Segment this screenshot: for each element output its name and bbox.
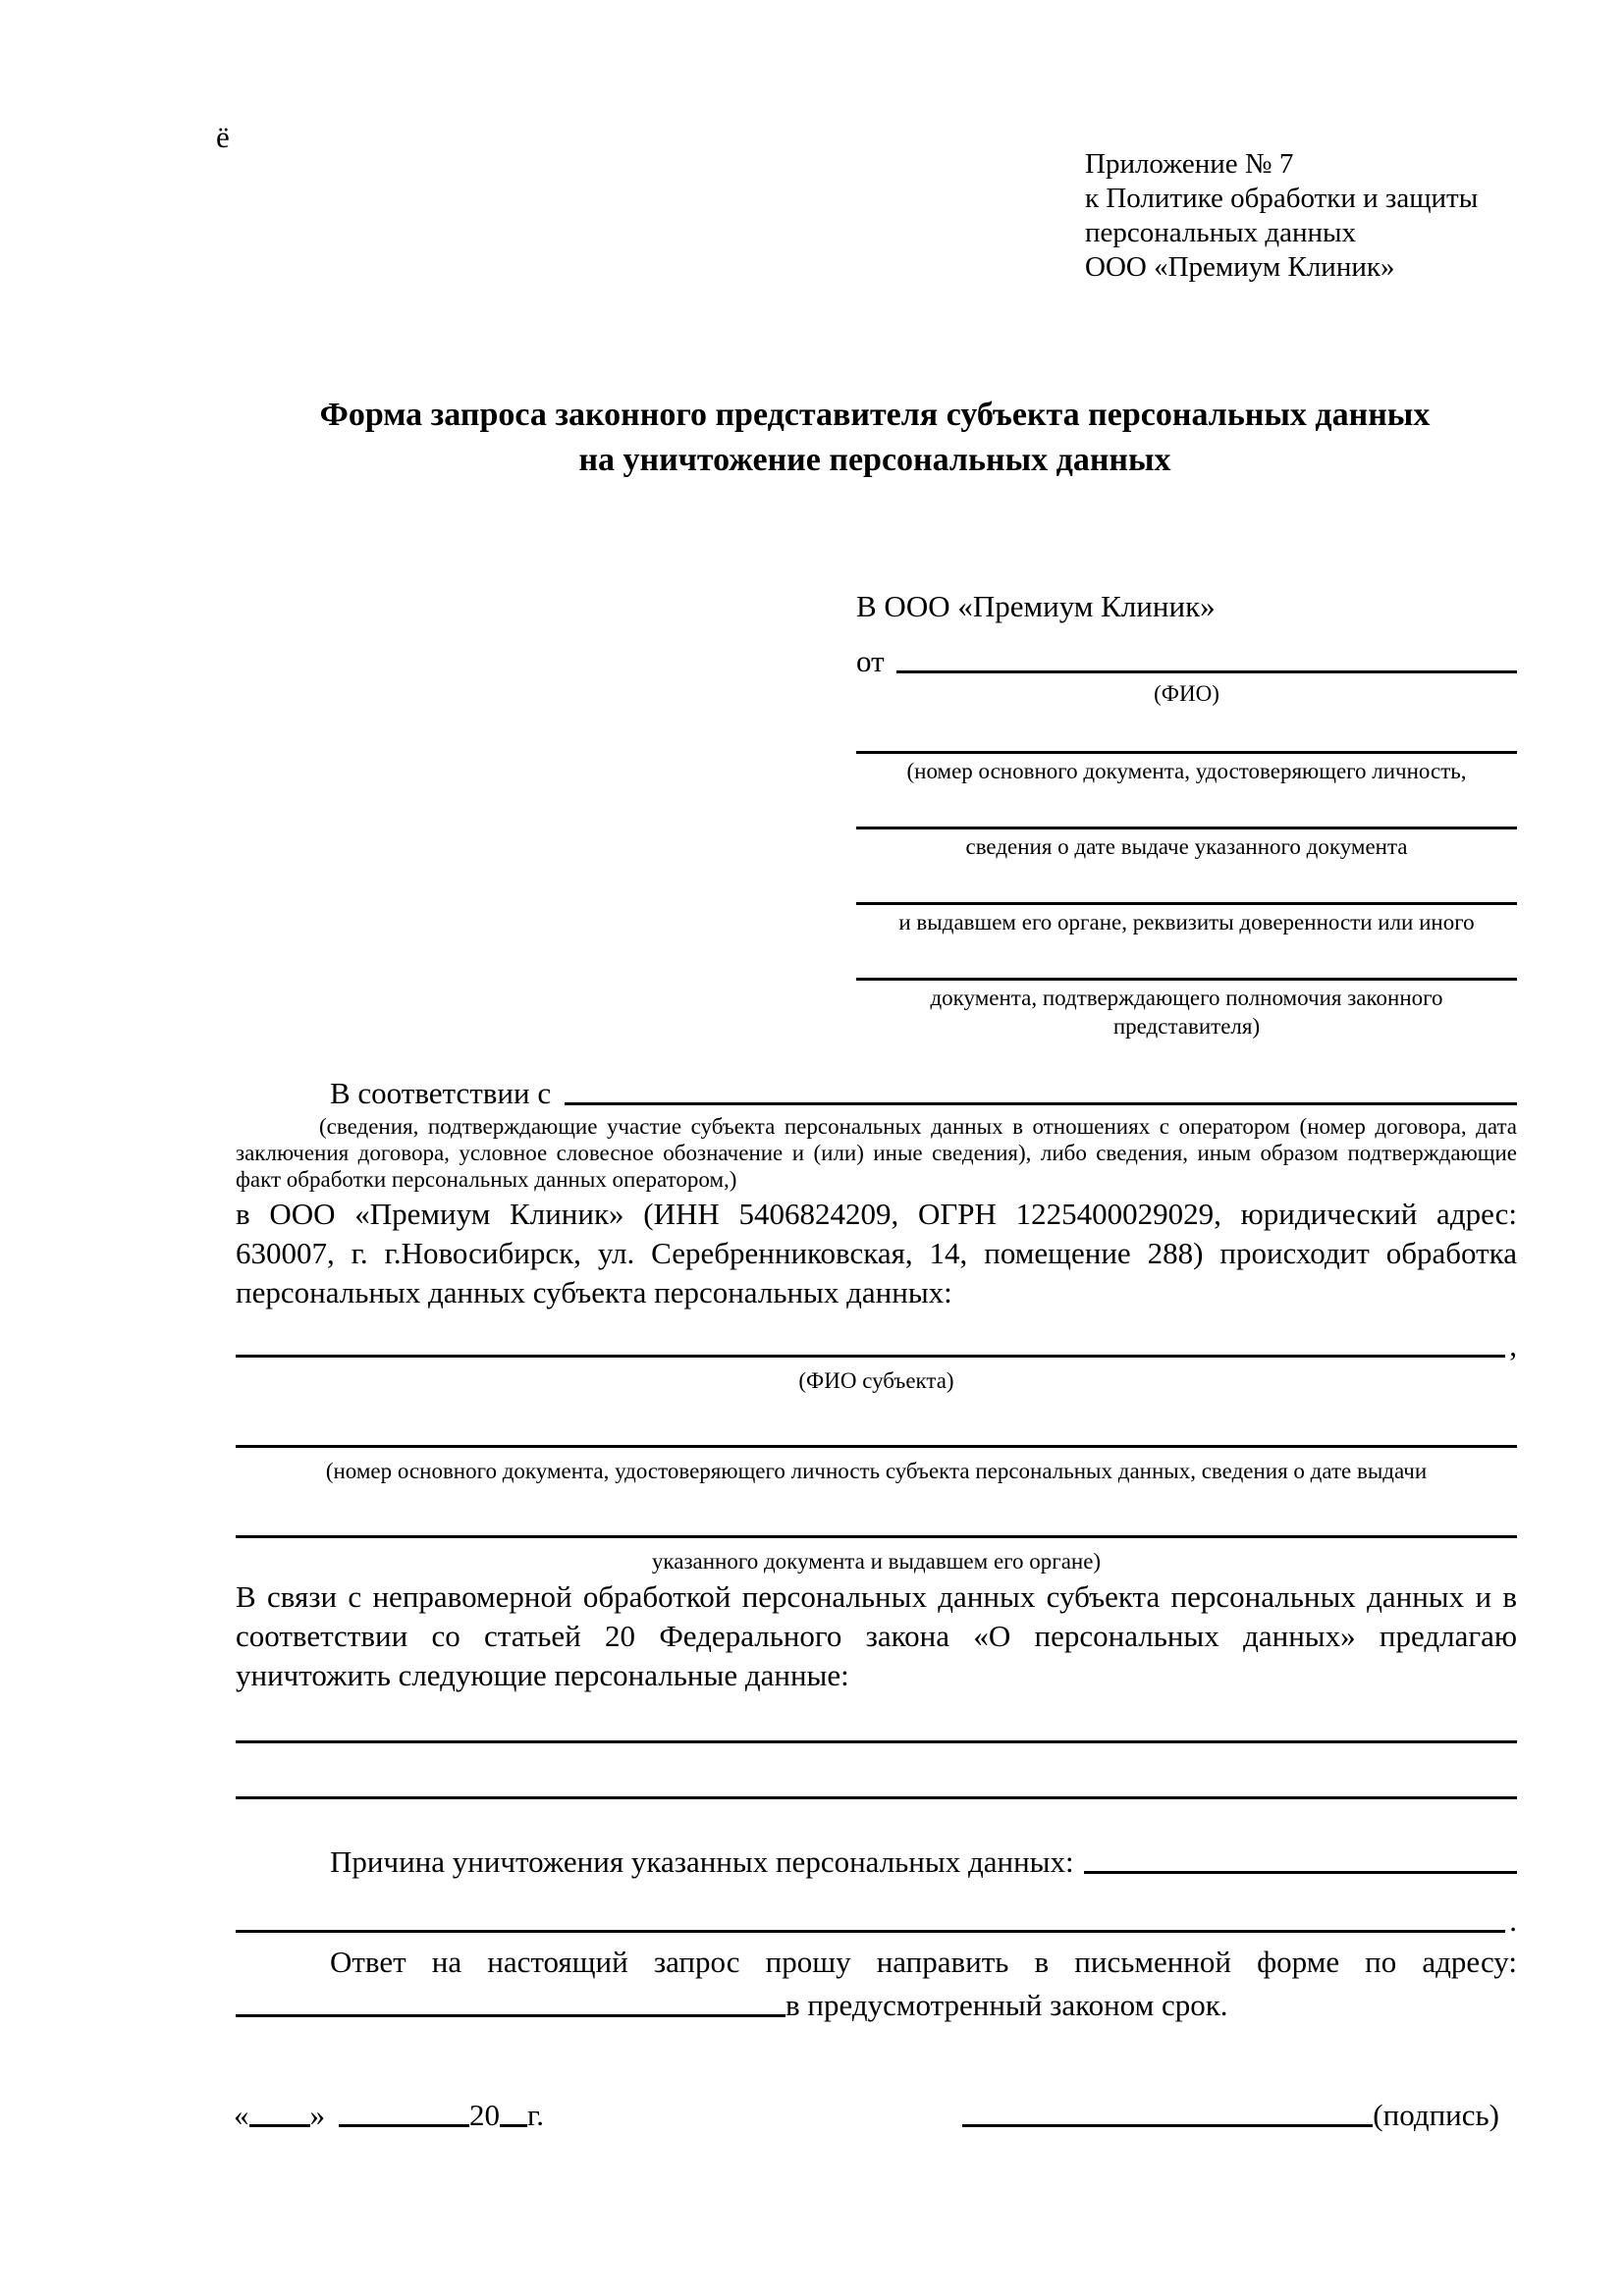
data-blank-line xyxy=(236,1740,1517,1743)
subject-fio-row xyxy=(236,1328,1517,1363)
blank-line xyxy=(856,978,1517,981)
addressee-org: В ООО «Премиум Клиник» xyxy=(856,589,1216,623)
from-row xyxy=(856,636,1517,679)
accordance-row xyxy=(236,1066,1517,1111)
reason-continuation-row xyxy=(236,1899,1517,1939)
subject-doc-blank-line-2 xyxy=(236,1535,1517,1538)
accordance-label: В соответствии с xyxy=(330,1076,552,1110)
reply-tail-row xyxy=(236,1982,1517,2023)
data-blank-line xyxy=(236,1796,1517,1799)
blank-line xyxy=(856,902,1517,905)
day-blank-line xyxy=(249,2124,310,2127)
blank-caption: и выдавшем его органе, реквизиты доверенности или иного xyxy=(898,910,1475,934)
month-blank-line xyxy=(339,2124,469,2127)
form-title-line1: Форма запроса законного представителя субъекта персональных данных xyxy=(319,397,1431,433)
header-line: Приложение № 7 xyxy=(1085,148,1294,180)
year-prefix: 20 xyxy=(469,2098,500,2132)
year-suffix: г. xyxy=(527,2098,544,2132)
appendix-header xyxy=(1085,0,1624,285)
form-title-line2: на уничтожение персональных данных xyxy=(578,442,1171,478)
form-title xyxy=(236,393,1514,483)
date-close-quote: » xyxy=(309,2098,325,2132)
header-line: ООО «Премиум Клиник» xyxy=(1085,251,1395,283)
date-open-quote: « xyxy=(234,2098,249,2132)
subject-doc-caption-2: указанного документа и выдавшем его органе) xyxy=(651,1549,1102,1574)
reason-label: Причина уничтожения указанных персональных данных: xyxy=(330,1844,1074,1879)
blank-caption: документа, подтверждающего полномочия законного представителя) xyxy=(930,986,1443,1039)
reason-blank-line xyxy=(1084,1871,1517,1874)
accordance-blank-line xyxy=(565,1102,1517,1105)
subject-fio-caption: (ФИО субъекта) xyxy=(798,1368,954,1393)
reply-tail-text: в предусмотренный законом срок. xyxy=(785,1988,1228,2022)
subject-doc-row xyxy=(236,1418,1517,1454)
reason-continuation-blank-line xyxy=(236,1930,1505,1933)
accordance-note: (сведения, подтверждающие участие субъекта персональных данных в отношениях с оператором (номер договора, дата заключения договора, условное словесное обозначение и (или) иные сведения), либо сведения, иным образом подтверждающие факт обработки персональных данных оператором,) xyxy=(236,1114,1517,1192)
main-body xyxy=(236,1066,1517,2023)
destroy-paragraph: В связи с неправомерной обработкой персональных данных субъекта персональных данных и в соответствии со статьей 20 Федерального закона «О персональных данных» предлагаю уничтожить следующие персональные данные: xyxy=(236,1579,1517,1692)
subject-fio-blank-line xyxy=(236,1355,1505,1358)
addressee-block xyxy=(856,587,1517,1041)
reply-paragraph: Ответ на настоящий запрос прошу направить в письменной форме по адресу: xyxy=(330,1945,1517,1979)
subject-doc-row-2 xyxy=(236,1509,1517,1544)
from-label: от xyxy=(856,644,885,678)
trailing-comma: , xyxy=(1509,1328,1517,1362)
header-line: к Политике обработки и защиты xyxy=(1085,183,1479,214)
blank-caption: (номер основного документа, удостоверяющего личность, xyxy=(906,759,1467,783)
operator-paragraph: в ООО «Премиум Клиник» (ИНН 5406824209, ОГРН 1225400029029, юридический адрес: 630007, г. г.Новосибирск, ул. Серебренниковская, 14, помещение 288) происходит обработка персональных данных субъекта персональных данных: xyxy=(236,1197,1517,1309)
blank-caption: сведения о дате выдаче указанного документа xyxy=(965,834,1408,859)
date-signature-row xyxy=(234,2088,1499,2133)
stray-char: ё xyxy=(216,120,230,154)
reason-row xyxy=(236,1839,1517,1880)
trailing-period: . xyxy=(1509,1903,1517,1938)
signature-blank-line xyxy=(962,2124,1373,2127)
blank-line xyxy=(856,751,1517,754)
subject-doc-caption: (номер основного документа, удостоверяющего личность субъекта персональных данных, сведения о дате выдачи xyxy=(325,1459,1428,1483)
signature-caption: (подпись) xyxy=(1373,2098,1499,2132)
reply-address-blank-line xyxy=(236,2014,785,2017)
year-blank-line xyxy=(500,2124,527,2127)
subject-doc-blank-line xyxy=(236,1445,1517,1448)
fio-blank-line xyxy=(896,670,1517,673)
fio-caption: (ФИО) xyxy=(1154,681,1219,706)
blank-line xyxy=(856,827,1517,829)
header-line: персональных данных xyxy=(1085,217,1357,248)
